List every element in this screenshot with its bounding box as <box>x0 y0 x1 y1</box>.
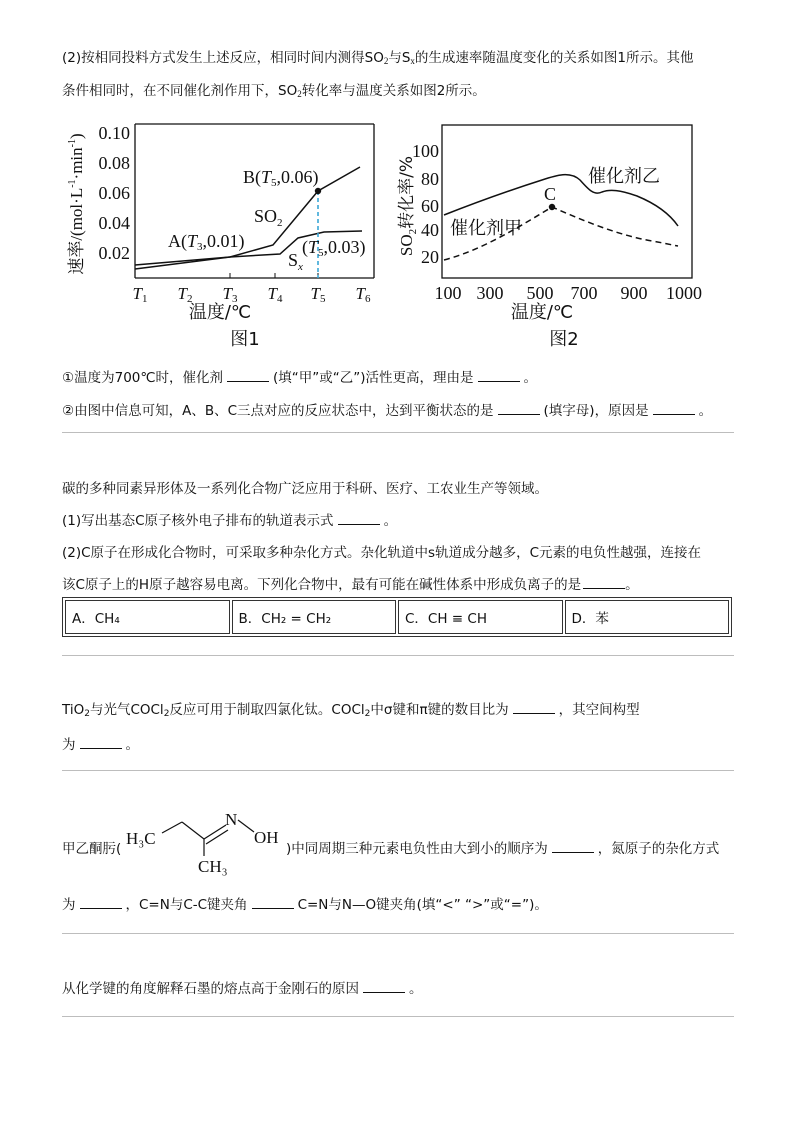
answer-blank[interactable] <box>653 402 695 415</box>
divider <box>62 1016 734 1017</box>
q5-line1: 从化学键的角度解释石墨的熔点高于金刚石的原因 。 <box>62 981 423 997</box>
fig1-xlabel: 温度/℃ <box>188 302 252 323</box>
fig2-caption: 图2 <box>549 329 579 350</box>
answer-blank[interactable] <box>338 512 380 525</box>
option-c[interactable]: C．CH ≡ CH <box>398 600 563 634</box>
fig1-xtick: T6 <box>355 284 371 305</box>
oxime-structure <box>124 808 286 880</box>
fig1-xtick: T1 <box>132 284 148 305</box>
q2-part2-line2: 该C原子上的H原子越容易电离。下列化合物中，最有可能在碱性体系中形成负离子的是 。 <box>62 577 639 593</box>
q4-line1-prefix: 甲乙酮肟( <box>62 841 122 857</box>
option-b[interactable]: B．CH₂ = CH₂ <box>232 600 397 634</box>
fig1-label-B: B(T5,0.06) <box>243 167 319 189</box>
q2-options-table <box>62 597 732 637</box>
fig1-ytick: 0.04 <box>98 213 130 233</box>
fig2-xtick: 1000 <box>666 283 702 303</box>
fig2-point-C <box>549 204 555 210</box>
mol-ch3: CH₃ <box>198 857 228 876</box>
q3-line1: TiO$_2$与光气COCl$_2$反应可用于制取四氯化钛。COCl$_2$中σ键和π键的数目比为 ，其空间构型 <box>62 702 640 719</box>
fig2-xtick: 700 <box>570 283 598 303</box>
q1-intro-line1: (2)按相同投料方式发生上述反应，相同时间内测得$SO_2$与$S_x$的生成速率随温度变化的关系如图1所示。其他 <box>62 50 694 66</box>
answer-blank[interactable] <box>227 369 269 382</box>
fig2-ytick: 80 <box>421 169 439 189</box>
divider <box>62 933 734 934</box>
answer-blank[interactable] <box>552 840 594 853</box>
fig1-ylabel: 速率$/(mol\cdot L^{-1}\cdot\min^{-1})$ <box>67 133 87 275</box>
answer-blank[interactable] <box>363 980 405 993</box>
fig2-ytick: 40 <box>421 220 439 240</box>
fig1-point-B <box>315 188 321 194</box>
fig2-xtick: 900 <box>620 283 648 303</box>
fig1-ytick: 0.08 <box>98 153 130 173</box>
fig2-ytick: 20 <box>421 247 439 267</box>
answer-blank[interactable] <box>80 896 122 909</box>
option-a[interactable]: A．CH₄ <box>65 600 230 634</box>
divider <box>62 655 734 656</box>
q2-part2-line1: (2)C原子在形成化合物时，可采取多种杂化方式。杂化轨道中s轨道成分越多，C元素的电负性越强，连接在 <box>62 545 702 561</box>
mol-n: N <box>225 810 238 829</box>
answer-blank[interactable] <box>583 576 625 589</box>
figure-2-chart <box>392 112 722 352</box>
fig1-xtick: T3 <box>222 284 238 305</box>
q1-intro-line2: 条件相同时，在不同催化剂作用下，$SO_2$转化率与温度关系如图2所示。 <box>62 83 486 99</box>
q1-question-b: ②由图中信息可知，A、B、C三点对应的反应状态中，达到平衡状态的是 (填字母)，原因是 。 <box>62 403 713 419</box>
fig2-xtick: 500 <box>526 283 554 303</box>
answer-blank[interactable] <box>478 369 520 382</box>
q2-intro: 碳的多种同素异形体及一系列化合物广泛应用于科研、医疗、工农业生产等领域。 <box>62 481 548 497</box>
divider <box>62 770 734 771</box>
fig1-xtick: T5 <box>310 284 326 305</box>
fig2-label-jia: 催化剂甲 <box>450 218 522 239</box>
option-d[interactable]: D．苯 <box>565 600 730 634</box>
q4-line2: 为 ，C=N与C-C键夹角 C=N与N—O键夹角(填“<” “>”或“=”)。 <box>62 897 548 913</box>
fig1-xtick: T4 <box>267 284 283 305</box>
fig2-label-yi: 催化剂乙 <box>588 166 660 187</box>
fig1-label-sx: $S_x$ <box>288 250 303 273</box>
fig1-ytick: 0.10 <box>98 123 130 143</box>
fig1-label-so2: $SO_2$ <box>254 206 283 229</box>
divider <box>62 432 734 433</box>
fig1-ytick: 0.02 <box>98 243 130 263</box>
fig2-ytick: 60 <box>421 196 439 216</box>
answer-blank[interactable] <box>80 736 122 749</box>
q2-part1: (1)写出基态C原子核外电子排布的轨道表示式 。 <box>62 513 398 529</box>
answer-blank[interactable] <box>498 402 540 415</box>
fig1-xtick: T2 <box>177 284 193 305</box>
fig1-label-C: (T5,0.03) <box>302 237 366 259</box>
q4-line1-suffix: )中同周期三种元素电负性由大到小的顺序为 ，氮原子的杂化方式 <box>286 841 720 857</box>
fig2-xlabel: 温度/℃ <box>510 302 574 323</box>
fig2-ytick: 100 <box>412 141 439 161</box>
fig1-label-A: A(T3,0.01) <box>168 231 245 253</box>
q3-line2: 为 。 <box>62 737 139 753</box>
answer-blank[interactable] <box>252 896 294 909</box>
q1-question-a: ①温度为700℃时，催化剂 (填“甲”或“乙”)活性更高，理由是 。 <box>62 370 538 386</box>
fig2-ylabel: $SO_2$转化率/% <box>397 155 419 257</box>
mol-oh: OH <box>254 828 279 847</box>
fig1-ytick: 0.06 <box>98 183 130 203</box>
fig2-xtick: 100 <box>434 283 462 303</box>
fig2-xtick: 300 <box>476 283 504 303</box>
fig2-label-C: C <box>544 184 557 204</box>
answer-blank[interactable] <box>513 701 555 714</box>
figure-1-chart <box>62 112 392 352</box>
mol-h3c: H₃C <box>126 829 156 848</box>
fig1-caption: 图1 <box>230 329 260 350</box>
